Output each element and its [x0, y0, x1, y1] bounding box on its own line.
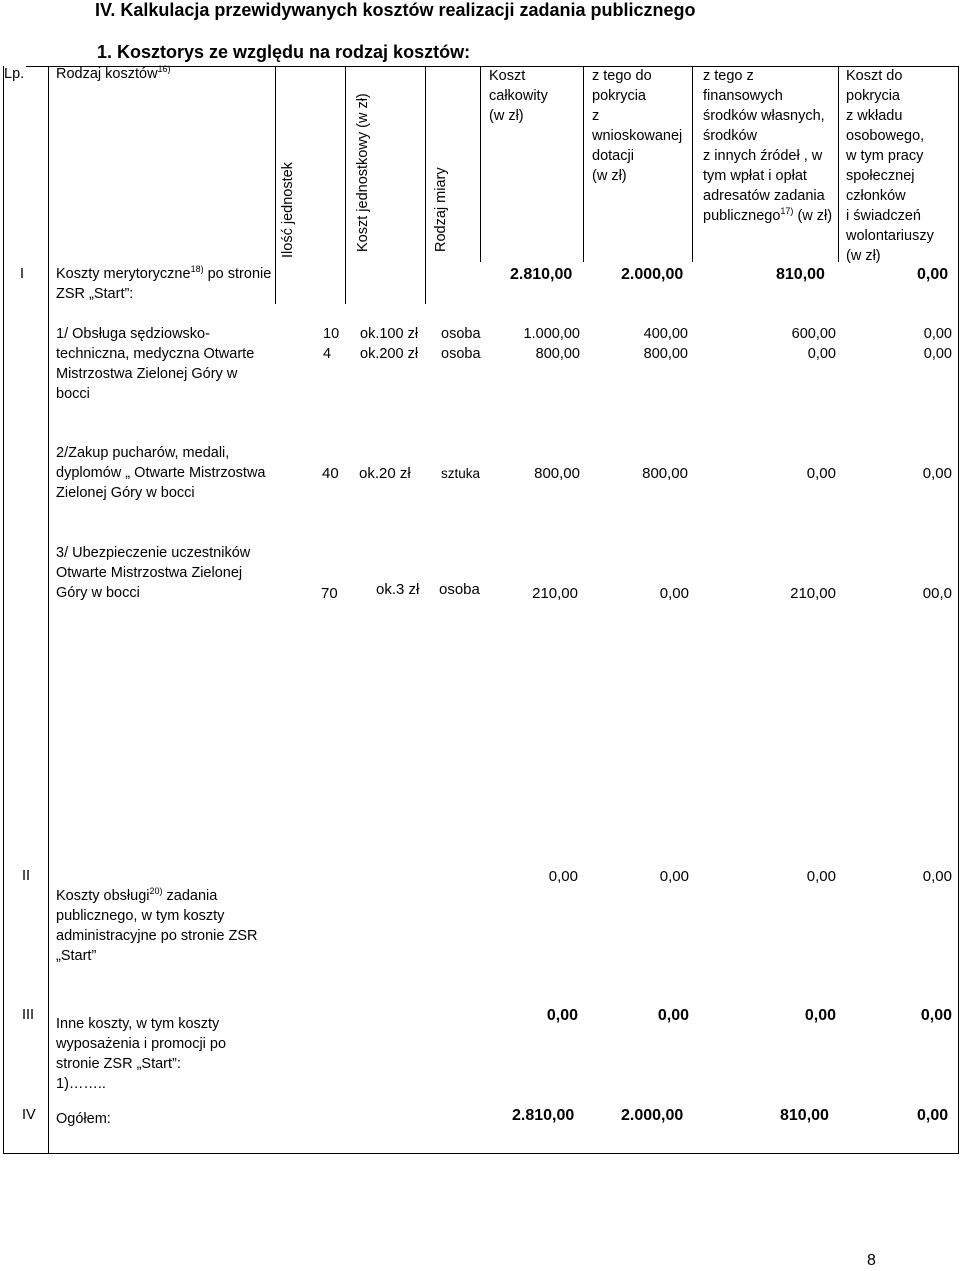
item-2-ilosc: 40 [322, 465, 339, 482]
item-2-koszt-jednostkowy: ok.20 zł [359, 465, 411, 482]
item-2-srodki-wlasne: 0,00 [806, 465, 836, 482]
header-wklad-osobowy: Koszt do pokrycia z wkładu osobowego, w tym pracy społecznej członków i świadczeń wolontariuszy (w zł) [846, 68, 934, 264]
row-iv-dotacja: 2.000,00 [621, 1107, 684, 1124]
item-3-dotacja: 0,00 [659, 585, 689, 602]
row-ii-label: Koszty obsługi$^{20)}$ zadania publicznego, w tym koszty administracyjne po stronie ZSR „Start” [56, 886, 258, 964]
row-iii-label: Inne koszty, w tym koszty wyposażenia i promocji po stronie ZSR „Start”: 1)…….. [56, 1016, 227, 1092]
item-3-koszt-jednostkowy: ok.3 zł [376, 581, 420, 598]
row-ii-lp: II [22, 868, 31, 884]
item-3-ilosc: 70 [321, 585, 338, 602]
item-2-koszt-calkowity: 800,00 [534, 465, 580, 482]
item-3-koszt-calkowity: 210,00 [532, 585, 578, 602]
item-3-wklad: 00,0 [922, 585, 952, 602]
row-iv-wklad: 0,00 [917, 1107, 949, 1124]
row-ii-dotacja: 0,00 [659, 868, 689, 885]
item-2-miara: sztuka [441, 466, 481, 481]
item-1-label: 1/ Obsługa sędziowsko- techniczna, medyczna Otwarte Mistrzostwa Zielonej Góry w bocci [56, 326, 255, 402]
header-koszt-jednostkowy: Koszt jednostkowy (w zł) [355, 93, 371, 252]
row-ii-srodki-wlasne: 0,00 [806, 868, 836, 885]
page-number: 8 [867, 1252, 876, 1269]
row-iii-lp: III [22, 1007, 35, 1023]
row-ii-wklad: 0,00 [922, 868, 952, 885]
item-1-dotacja: 400,00 800,00 [643, 326, 688, 362]
item-1-koszt-calkowity: 1.000,00 800,00 [523, 326, 580, 362]
item-1-wklad: 0,00 0,00 [923, 326, 952, 362]
row-iii-dotacja: 0,00 [657, 1007, 689, 1024]
row-i-srodki-wlasne: 810,00 [776, 266, 825, 283]
item-3-srodki-wlasne: 210,00 [790, 585, 836, 602]
item-1-ilosc: 10 4 [323, 326, 340, 362]
row-i-koszt-calkowity: 2.810,00 [510, 266, 573, 283]
row-i-wklad: 0,00 [917, 266, 949, 283]
row-iii-srodki-wlasne: 0,00 [804, 1007, 836, 1024]
header-ilosc-jednostek: Ilość jednostek [280, 162, 296, 258]
item-3-miara: osoba [439, 581, 480, 598]
header-rodzaj-miary: Rodzaj miary [433, 167, 449, 252]
row-iv-srodki-wlasne: 810,00 [780, 1107, 829, 1124]
row-iv-lp: IV [22, 1107, 36, 1123]
subsection-title: 1. Kosztorys ze względu na rodzaj kosztów: [97, 42, 471, 62]
item-1-srodki-wlasne: 600,00 0,00 [791, 326, 836, 362]
row-iv-label: Ogółem: [56, 1111, 111, 1127]
section-title: IV. Kalkulacja przewidywanych kosztów realizacji zadania publicznego [95, 0, 696, 20]
row-ii-koszt-calkowity: 0,00 [548, 868, 578, 885]
item-1-koszt-jednostkowy: ok.100 zł ok.200 zł [360, 326, 419, 362]
row-i-dotacja: 2.000,00 [621, 266, 684, 283]
header-srodki-wlasne: z tego z finansowych środków własnych, środków z innych źródeł , w tym wpłat i opłat adresatów zadania publicznego$^{17)}$ (w zł) [703, 68, 833, 224]
row-iii-koszt-calkowity: 0,00 [546, 1007, 578, 1024]
row-i-lp: I [20, 266, 25, 282]
header-dotacja: z tego do pokrycia z wnioskowanej dotacji (w zł) [592, 68, 683, 184]
header-lp: Lp. [4, 66, 25, 82]
row-iii-wklad: 0,00 [920, 1007, 952, 1024]
item-2-dotacja: 800,00 [642, 465, 688, 482]
item-2-wklad: 0,00 [922, 465, 952, 482]
item-2-label: 2/Zakup pucharów, medali, dyplomów „ Otwarte Mistrzostwa Zielonej Góry w bocci [56, 445, 266, 501]
row-i-label: Koszty merytoryczne$^{18)}$ po stronie ZSR „Start”: [56, 264, 272, 302]
item-3-label: 3/ Ubezpieczenie uczestników Otwarte Mistrzostwa Zielonej Góry w bocci [56, 545, 251, 601]
header-rodzaj-kosztow: Rodzaj kosztów$^{16)}$ [56, 64, 171, 82]
row-iv-koszt-calkowity: 2.810,00 [512, 1107, 575, 1124]
header-koszt-calkowity: Koszt całkowity (w zł) [489, 68, 548, 124]
item-1-miara: osoba osoba [441, 326, 481, 362]
